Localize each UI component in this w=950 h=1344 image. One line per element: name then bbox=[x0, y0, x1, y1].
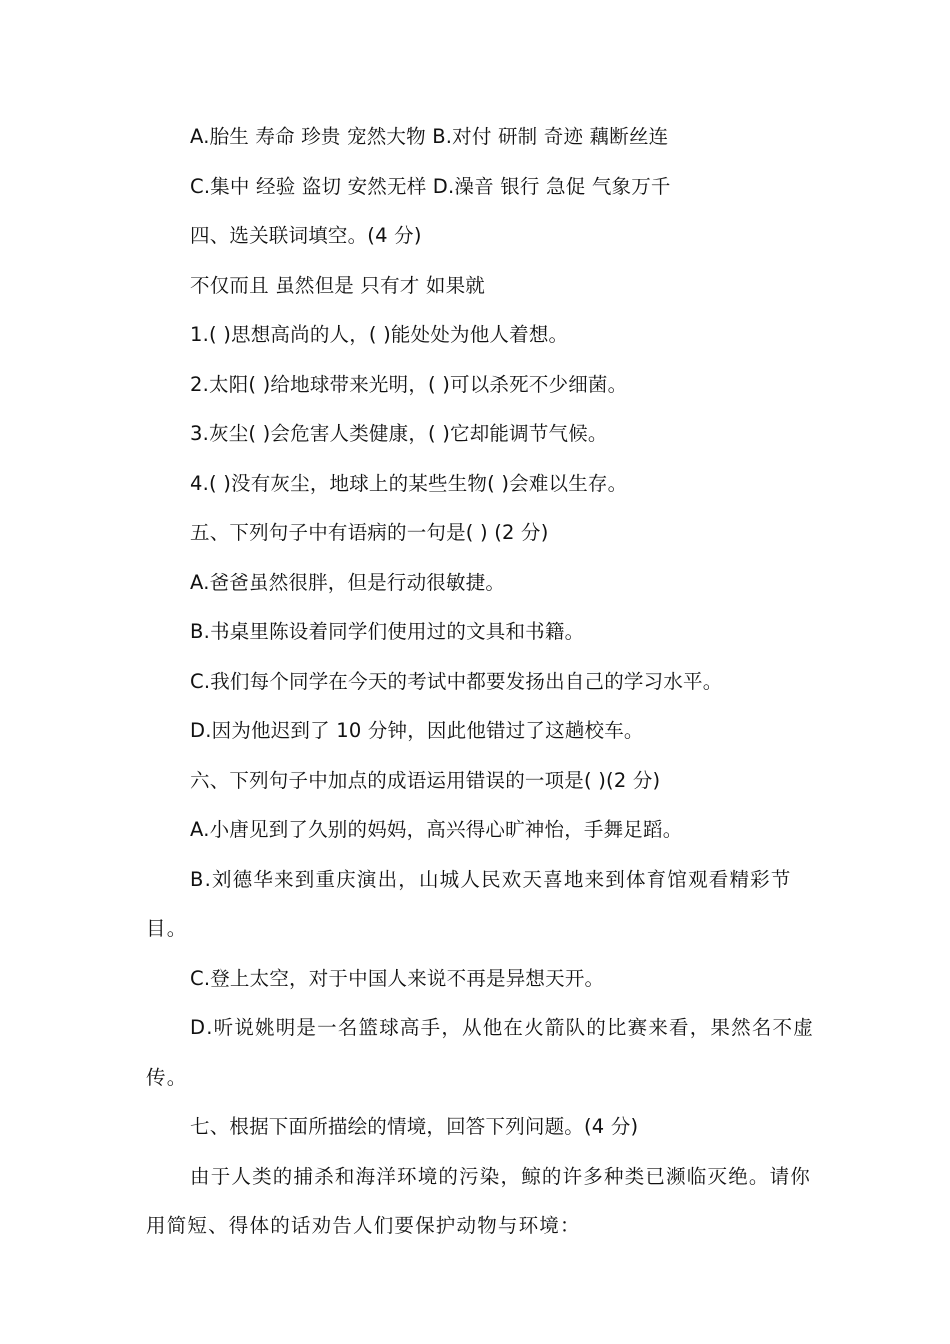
question-4-3: 3.灰尘( )会危害人类健康，( )它却能调节气候。 bbox=[190, 422, 608, 445]
option-5-b: B.书桌里陈设着同学们使用过的文具和书籍。 bbox=[190, 620, 585, 643]
section-heading-6: 六、下列句子中加点的成语运用错误的一项是( )(2 分) bbox=[190, 768, 661, 792]
option-6-b: B.刘德华来到重庆演出，山城人民欢天喜地来到体育馆观看精彩节目。 bbox=[146, 867, 792, 940]
option-5-d: D.因为他迟到了 10 分钟，因此他错过了这趟校车。 bbox=[190, 719, 644, 742]
scenario-paragraph: 由于人类的捕杀和海洋环境的污染，鲸的许多种类已濒临灭绝。请你用简短、得体的话劝告人们要保护动物与环境： bbox=[146, 1164, 812, 1237]
question-4-1: 1.( )思想高尚的人，( )能处处为他人着想。 bbox=[190, 323, 569, 346]
document-body bbox=[146, 112, 816, 1251]
option-6-a: A.小唐见到了久别的妈妈，高兴得心旷神怡，手舞足蹈。 bbox=[190, 818, 683, 841]
section-heading-4: 四、选关联词填空。(4 分) bbox=[190, 224, 422, 247]
question-4-4: 4.( )没有灰尘，地球上的某些生物( )会难以生存。 bbox=[190, 471, 628, 495]
option-5-a: A.爸爸虽然很胖，但是行动很敏捷。 bbox=[190, 570, 506, 594]
option-6-d: D.听说姚明是一名篮球高手，从他在火箭队的比赛来看，果然名不虚传。 bbox=[146, 1016, 814, 1089]
option-6-c: C.登上太空，对于中国人来说不再是异想天开。 bbox=[190, 966, 605, 990]
section-heading-7: 七、根据下面所描绘的情境，回答下列问题。(4 分) bbox=[190, 1115, 639, 1138]
conjunction-options: 不仅而且 虽然但是 只有才 如果就 bbox=[190, 273, 485, 297]
section-heading-5: 五、下列句子中有语病的一句是( ) (2 分) bbox=[190, 521, 549, 544]
option-5-c: C.我们每个同学在今天的考试中都要发扬出自己的学习水平。 bbox=[190, 669, 723, 693]
question-4-2: 2.太阳( )给地球带来光明，( )可以杀死不少细菌。 bbox=[190, 372, 628, 396]
option-line-cd: C.集中 经验 盗切 安然无样 D.澡音 银行 急促 气象万千 bbox=[190, 174, 671, 198]
option-line-ab: A.胎生 寿命 珍贵 宠然大物 B.对付 研制 奇迹 藕断丝连 bbox=[190, 125, 669, 148]
